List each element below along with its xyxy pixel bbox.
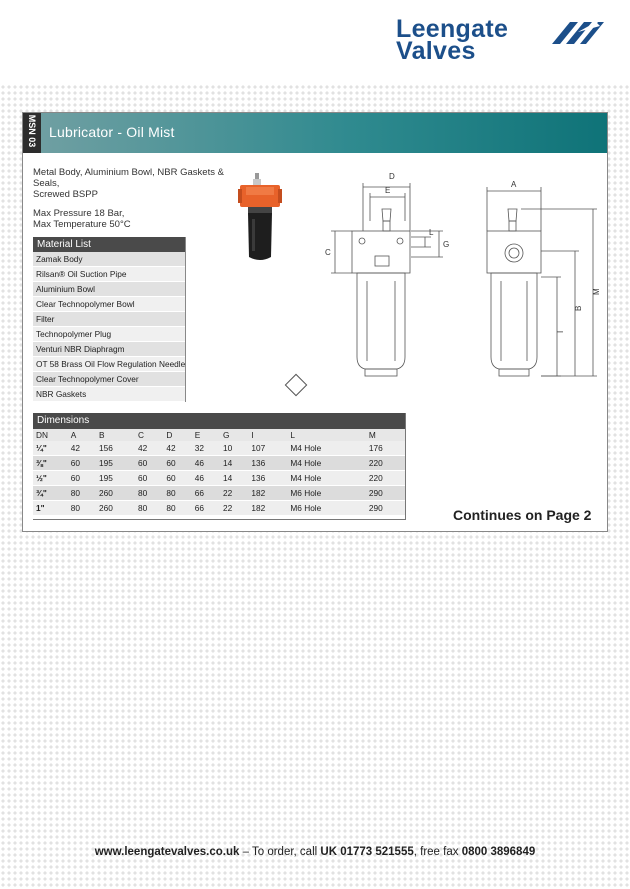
header: [0, 0, 630, 84]
material-list-heading: Material List: [33, 237, 185, 252]
product-photo: [238, 173, 283, 263]
dimensions-cell: 42: [68, 441, 96, 456]
dimensions-column-header: C: [135, 429, 163, 441]
dimensions-cell: 22: [220, 486, 248, 501]
dimensions-column-header: E: [192, 429, 220, 441]
dimensions-cell: 32: [192, 441, 220, 456]
dimensions-heading: Dimensions: [33, 413, 405, 429]
dimensions-cell: 60: [68, 456, 96, 471]
doc-code: MSN 03: [27, 114, 37, 148]
dimensions-cell: ¼": [33, 441, 68, 456]
dimensions-cell: 156: [96, 441, 135, 456]
dimensions-cell: 80: [135, 486, 163, 501]
product-title: Lubricator - Oil Mist: [49, 124, 175, 140]
dimensions-cell: 80: [163, 501, 191, 516]
lubricator-symbol-icon: [285, 374, 308, 397]
dimensions-cell: 14: [220, 471, 248, 486]
dimensions-column-header: G: [220, 429, 248, 441]
fax-number[interactable]: 0800 3896849: [461, 846, 536, 858]
dimensions-cell: M4 Hole: [287, 441, 366, 456]
brand-logo[interactable]: [396, 15, 610, 70]
dimensions-cell: 80: [68, 501, 96, 516]
dimensions-cell: M4 Hole: [287, 471, 366, 486]
dimensions-cell: M6 Hole: [287, 501, 366, 516]
continues-note: Continues on Page 2: [453, 507, 592, 523]
material-list-item: Rilsan® Oil Suction Pipe: [33, 267, 185, 282]
dimensions-cell: 42: [163, 441, 191, 456]
footer-text-1: – To order, call: [239, 846, 321, 858]
table-row: [33, 471, 405, 486]
dim-label-g: G: [443, 240, 450, 249]
website-link[interactable]: www.leengatevalves.co.uk: [94, 846, 240, 858]
dimensions-column-header: B: [96, 429, 135, 441]
dimensions-cell: 290: [366, 486, 405, 501]
material-list-item: Clear Technopolymer Cover: [33, 372, 185, 387]
dimensions-cell: 195: [96, 471, 135, 486]
dimensions-cell: 60: [68, 471, 96, 486]
dimensions-cell: 60: [163, 471, 191, 486]
table-row: [33, 456, 405, 471]
table-row: [33, 501, 405, 516]
dimensions-cell: ⅜": [33, 456, 68, 471]
brand-wordmark: [396, 15, 509, 65]
dimensions-column-header: DN: [33, 429, 68, 441]
desc-line-1: Metal Body, Aluminium Bowl, NBR Gaskets & Seals,: [33, 167, 224, 189]
dimensions-cell: 136: [248, 471, 287, 486]
dimensions-column-header: I: [248, 429, 287, 441]
footer-contact: [0, 846, 630, 858]
dimensions-cell: 46: [192, 456, 220, 471]
brand-line-1: Leengate: [396, 15, 509, 43]
dimensions-table: [33, 413, 405, 516]
dimensions-cell: 22: [220, 501, 248, 516]
dimensions-cell: M4 Hole: [287, 456, 366, 471]
material-list-item: NBR Gaskets: [33, 387, 185, 402]
dimensions-cell: ½": [33, 471, 68, 486]
dim-label-c: C: [325, 248, 331, 257]
dimensions-column-header: A: [68, 429, 96, 441]
dimensions-column-header: D: [163, 429, 191, 441]
phone-number[interactable]: UK 01773 521555: [320, 846, 414, 858]
dimensions-cell: 260: [96, 486, 135, 501]
dimensions-cell: 107: [248, 441, 287, 456]
dimensions-cell: 176: [366, 441, 405, 456]
footer-text-2: , free fax: [413, 846, 462, 858]
dimensions-cell: 60: [163, 456, 191, 471]
desc-line-2: Screwed BSPP: [33, 189, 98, 200]
dim-label-b: B: [574, 305, 583, 311]
dimensions-column-header: M: [366, 429, 405, 441]
material-list-item: Technopolymer Plug: [33, 327, 185, 342]
product-description: [33, 167, 243, 238]
material-list-item: Clear Technopolymer Bowl: [33, 297, 185, 312]
dimensions-cell: 80: [163, 486, 191, 501]
dimensions-cell: 136: [248, 456, 287, 471]
table-row: [33, 441, 405, 456]
desc-line-3: Max Pressure 18 Bar,: [33, 208, 125, 219]
dim-label-a: A: [511, 180, 517, 189]
dimensions-cell: 46: [192, 471, 220, 486]
product-card: [22, 112, 608, 532]
material-list-item: Filter: [33, 312, 185, 327]
dim-label-d: D: [389, 172, 395, 181]
title-bar: [41, 113, 607, 153]
dim-label-m: M: [592, 288, 601, 295]
dim-label-e: E: [385, 186, 391, 195]
dimensions-cell: 260: [96, 501, 135, 516]
material-list-item: Venturi NBR Diaphragm: [33, 342, 185, 357]
doc-code-tab: [23, 113, 41, 153]
dimensions-cell: 60: [135, 471, 163, 486]
dim-label-l: L: [429, 228, 434, 237]
dimensions-cell: M6 Hole: [287, 486, 366, 501]
dimensions-cell: 220: [366, 471, 405, 486]
table-row: [33, 486, 405, 501]
material-list-item: Zamak Body: [33, 252, 185, 267]
dimensions-cell: 80: [135, 501, 163, 516]
dimensions-cell: 182: [248, 486, 287, 501]
dimensions-cell: 195: [96, 456, 135, 471]
material-list-item: OT 58 Brass Oil Flow Regulation Needle: [33, 357, 185, 372]
dimensions-cell: 182: [248, 501, 287, 516]
dimensions-cell: ¾": [33, 486, 68, 501]
material-list: [33, 237, 185, 402]
dim-label-i: I: [556, 330, 565, 333]
dimensions-cell: 66: [192, 486, 220, 501]
dimensions-cell: 42: [135, 441, 163, 456]
brand-line-2: Valves: [396, 37, 476, 65]
material-list-item: Aluminium Bowl: [33, 282, 185, 297]
dimensions-cell: 66: [192, 501, 220, 516]
dimensions-cell: 290: [366, 501, 405, 516]
desc-line-4: Max Temperature 50°C: [33, 219, 131, 230]
dimensions-column-header: L: [287, 429, 366, 441]
dimensions-cell: 220: [366, 456, 405, 471]
dimensions-cell: 14: [220, 456, 248, 471]
technical-drawing: [305, 161, 605, 401]
dimensions-cell: 1": [33, 501, 68, 516]
dimensions-cell: 10: [220, 441, 248, 456]
brand-mark-icon: [548, 20, 604, 46]
dimensions-cell: 60: [135, 456, 163, 471]
dimensions-cell: 80: [68, 486, 96, 501]
